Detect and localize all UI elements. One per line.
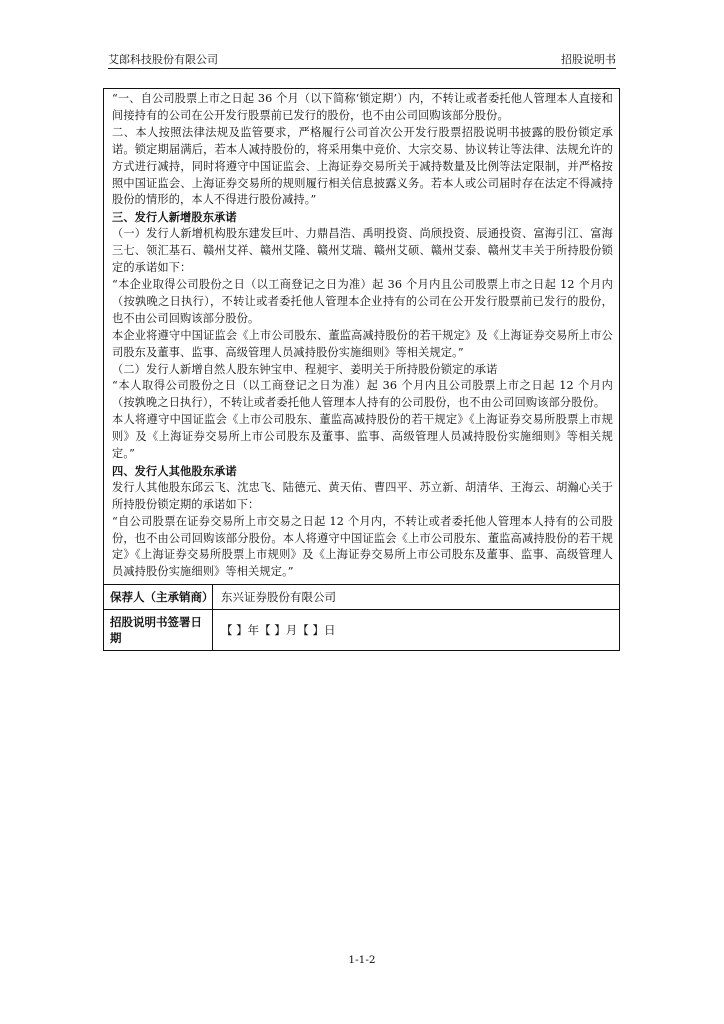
paragraph: （一）发行人新增机构股东建发巨叶、力鼎昌浩、禹明投资、尚颀投资、辰通投资、富海引江、富海三七、领汇基石、赣州艾祥、赣州艾隆、赣州艾瑞、赣州艾硕、赣州艾泰、赣州艾丰关于所持股份锁定的承诺如下： [112,227,613,275]
paragraph: 本人将遵守中国证监会《上市公司股东、董监高减持股份的若干规定》《上海证券交易所股票上市规则》及《上海证券交易所上市公司股东及董事、监事、高级管理人员减持股份实施细则》等相关规定。” [112,413,613,461]
page-number: 1-1-2 [348,954,376,966]
paragraph: “一、自公司股票上市之日起 36 个月（以下简称‘锁定期’）内，不转让或者委托他人管理本人直接和间接持有的公司在公开发行股票前已发行的股份，也不由公司回购该部分股份。 [112,92,613,122]
paragraph: 本企业将遵守中国证监会《上市公司股东、董监高减持股份的若干规定》及《上海证券交易所上市公司股东及董事、监事、高级管理人员减持股份实施细则》等相关规定。” [112,328,613,359]
section-heading-other-shareholders: 四、发行人其他股东承诺 [112,463,237,478]
paragraph: “本人取得公司股份之日（以工商登记之日为准）起 36 个月内且公司股票上市之日起 12 个月内（按孰晚之日执行），不转让或者委托他人管理本人持有的公司股份，也不由公司回购该部分股份。 [112,379,613,410]
paragraph: 发行人其他股东邱云飞、沈忠飞、陆德元、黄天佑、曹四平、苏立新、胡清华、王海云、胡瀚心关于所持股份锁定期的承诺如下： [112,480,613,511]
signing-date-row [104,609,619,650]
document-type: 招股说明书 [561,53,616,66]
company-name: 艾郎科技股份有限公司 [108,53,218,66]
page-header [108,52,616,68]
paragraph: 二、本人按照法律法规及监管要求，严格履行公司首次公开发行股票招股说明书披露的股份锁定承诺。锁定期届满后，若本人减持股份的，将采用集中竞价、大宗交易、协议转让等法律、法规允许的方式进行减持，同时将遵守中国证监会、上海证券交易所关于减持数量及比例等法定限制，并严格按照中国证监会、上海证券交易所的规则履行相关信息披露义务。若本人或公司届时存在法定不得减持股份的情形的，本人不得进行股份减持。” [112,125,613,207]
sponsor-label: 保荐人（主承销商） [104,585,213,609]
prospectus-summary-table [103,88,620,651]
signing-date-label: 招股说明书签署日期 [104,610,213,650]
paragraph: （二）发行人新增自然人股东钟宝申、程昶宇、姜明关于所持股份锁定的承诺 [112,362,498,376]
header-divider [108,68,616,69]
paragraph: “自公司股票在证券交易所上市交易之日起 12 个月内，不转让或者委托他人管理本人持有的公司股份，也不由公司回购该部分股份。本人将遵守中国证监会《上市公司股东、董监高减持股份的若干规定》《上海证券交易所股票上市规则》及《上海证券交易所上市公司股东及董事、监事、高级管理人员减持股份实施细则》等相关规定。” [112,514,613,579]
lockup-commitments-cell [104,89,619,584]
signing-date-value: 【 】年【 】月【 】日 [221,623,336,638]
sponsor-row [104,584,619,609]
section-heading-new-shareholders: 三、发行人新增股东承诺 [112,210,237,225]
sponsor-value: 东兴证券股份有限公司 [221,590,336,605]
paragraph: “本企业取得公司股份之日（以工商登记之日为准）起 36 个月内且公司股票上市之日起 12 个月内（按孰晚之日执行），不转让或者委托他人管理本企业持有的公司在公开发行股票前已发行的股份，也不由公司回购该部分股份。 [112,277,613,325]
